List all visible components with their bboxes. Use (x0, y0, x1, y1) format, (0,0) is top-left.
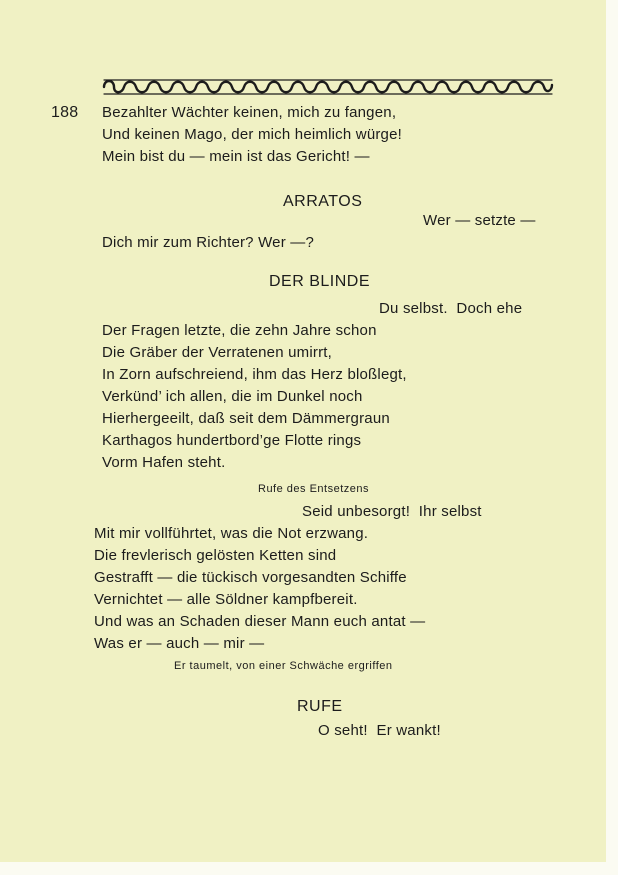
verse-line: Die Gräber der Verratenen umirrt, (102, 344, 333, 361)
verse-line: Und keinen Mago, der mich heimlich würge! (102, 126, 403, 143)
speaker-name: ARRATOS (283, 193, 363, 210)
verse-line: Der Fragen letzte, die zehn Jahre schon (102, 322, 377, 339)
verse-line: Was er — auch — mir — (94, 635, 265, 652)
verse-line: O seht! Er wankt! (318, 722, 441, 739)
stage-direction: Rufe des Entsetzens (258, 483, 370, 495)
speaker-name: DER BLINDE (269, 273, 371, 290)
verse-line: Und was an Schaden dieser Mann euch antat — (94, 613, 426, 630)
verse-line: Dich mir zum Richter? Wer —? (102, 234, 315, 251)
verse-line: Bezahlter Wächter keinen, mich zu fangen, (102, 104, 397, 121)
page-edge (0, 862, 618, 875)
verse-line: In Zorn aufschreiend, ihm das Herz bloßlegt, (102, 366, 407, 383)
verse-line: Vorm Hafen steht. (102, 454, 226, 471)
speaker-name: RUFE (297, 698, 343, 715)
verse-line: Karthagos hundertbord’ge Flotte rings (102, 432, 362, 449)
verse-line: Gestrafft — die tückisch vorgesandten Schiffe (94, 569, 407, 586)
verse-line: Mit mir vollführtet, was die Not erzwang. (94, 525, 369, 542)
verse-line: Seid unbesorgt! Ihr selbst (302, 503, 482, 520)
verse-line: Verkünd’ ich allen, die im Dunkel noch (102, 388, 363, 405)
page-number: 188 (51, 104, 79, 121)
verse-line: Mein bist du — mein ist das Gericht! — (102, 148, 370, 165)
verse-line: Du selbst. Doch ehe (379, 300, 523, 317)
stage-direction: Er taumelt, von einer Schwäche ergriffen (174, 660, 393, 672)
decorative-border-ornament (100, 76, 556, 98)
page-edge (606, 0, 618, 875)
verse-line: Vernichtet — alle Söldner kampfbereit. (94, 591, 358, 608)
verse-line: Hierhergeeilt, daß seit dem Dämmergraun (102, 410, 390, 427)
verse-line: Die frevlerisch gelösten Ketten sind (94, 547, 337, 564)
verse-line: Wer — setzte — (423, 212, 536, 229)
